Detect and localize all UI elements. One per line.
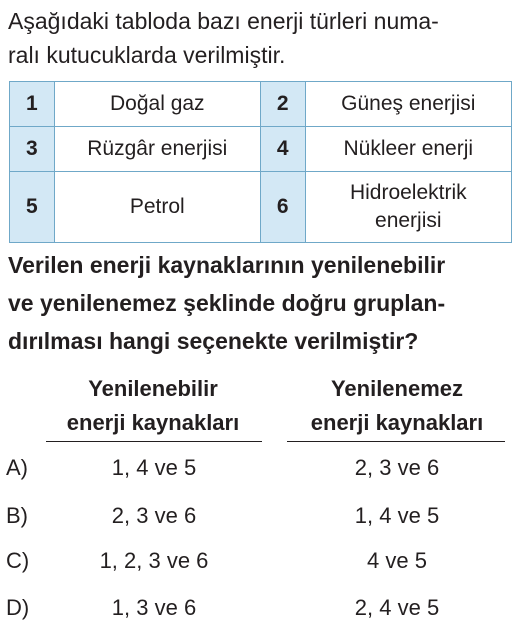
energy-number: 2 bbox=[260, 82, 305, 127]
intro-line-1: Aşağıdaki tabloda bazı enerji türleri numa- bbox=[8, 8, 439, 34]
question-text bbox=[8, 246, 516, 360]
renewable-header-line-2: enerji kaynakları bbox=[66, 410, 240, 435]
nonrenewable-column-header bbox=[290, 372, 504, 440]
energy-name-line-2: enerjisi bbox=[375, 209, 442, 232]
energy-number: 1 bbox=[10, 82, 55, 127]
option-nonrenewable-value: 2, 4 ve 5 bbox=[354, 595, 440, 620]
renewable-header-underline bbox=[46, 441, 262, 442]
nonrenewable-header-line-2: enerji kaynakları bbox=[310, 410, 484, 435]
nonrenewable-header-underline bbox=[287, 441, 505, 442]
option-renewable-value: 1, 3 ve 6 bbox=[111, 595, 197, 620]
energy-number: 4 bbox=[260, 127, 305, 172]
option-letter: D) bbox=[6, 595, 30, 620]
intro-line-2: ralı kutucuklarda verilmiştir. bbox=[8, 42, 286, 68]
table-row bbox=[10, 172, 512, 243]
table-row bbox=[10, 127, 512, 172]
energy-number: 5 bbox=[10, 172, 55, 243]
option-nonrenewable-value: 1, 4 ve 5 bbox=[354, 503, 440, 528]
option-letter: C) bbox=[6, 548, 30, 573]
option-renewable-value: 1, 2, 3 ve 6 bbox=[99, 548, 209, 573]
energy-name: Nükleer enerji bbox=[305, 127, 511, 172]
energy-name: Petrol bbox=[54, 172, 260, 243]
option-b[interactable] bbox=[0, 497, 518, 537]
option-renewable-value: 1, 4 ve 5 bbox=[111, 455, 197, 480]
option-letter: A) bbox=[6, 455, 28, 480]
energy-name bbox=[305, 172, 511, 243]
renewable-header-line-1: Yenilenebilir bbox=[88, 376, 218, 401]
option-nonrenewable-value: 4 ve 5 bbox=[367, 548, 427, 573]
nonrenewable-header-line-1: Yenilenemez bbox=[330, 376, 464, 401]
option-a[interactable] bbox=[0, 449, 518, 489]
table-row bbox=[10, 82, 512, 127]
option-letter: B) bbox=[6, 503, 28, 528]
option-renewable-value: 2, 3 ve 6 bbox=[111, 503, 197, 528]
energy-number: 6 bbox=[260, 172, 305, 243]
option-c[interactable] bbox=[0, 542, 518, 582]
renewable-column-header bbox=[46, 372, 260, 440]
intro-text bbox=[8, 4, 514, 72]
question-line-3: dırılması hangi seçenekte verilmiştir? bbox=[8, 328, 419, 354]
energy-types-table bbox=[9, 81, 512, 243]
option-d[interactable] bbox=[0, 589, 518, 629]
energy-number: 3 bbox=[10, 127, 55, 172]
energy-name: Rüzgâr enerjisi bbox=[54, 127, 260, 172]
energy-name-line-1: Hidroelektrik bbox=[349, 181, 467, 204]
energy-name: Doğal gaz bbox=[54, 82, 260, 127]
question-line-2: ve yenilenemez şeklinde doğru gruplan- bbox=[8, 290, 446, 316]
option-nonrenewable-value: 2, 3 ve 6 bbox=[354, 455, 440, 480]
energy-name: Güneş enerjisi bbox=[305, 82, 511, 127]
question-line-1: Verilen enerji kaynaklarının yenilenebilir bbox=[8, 252, 446, 278]
